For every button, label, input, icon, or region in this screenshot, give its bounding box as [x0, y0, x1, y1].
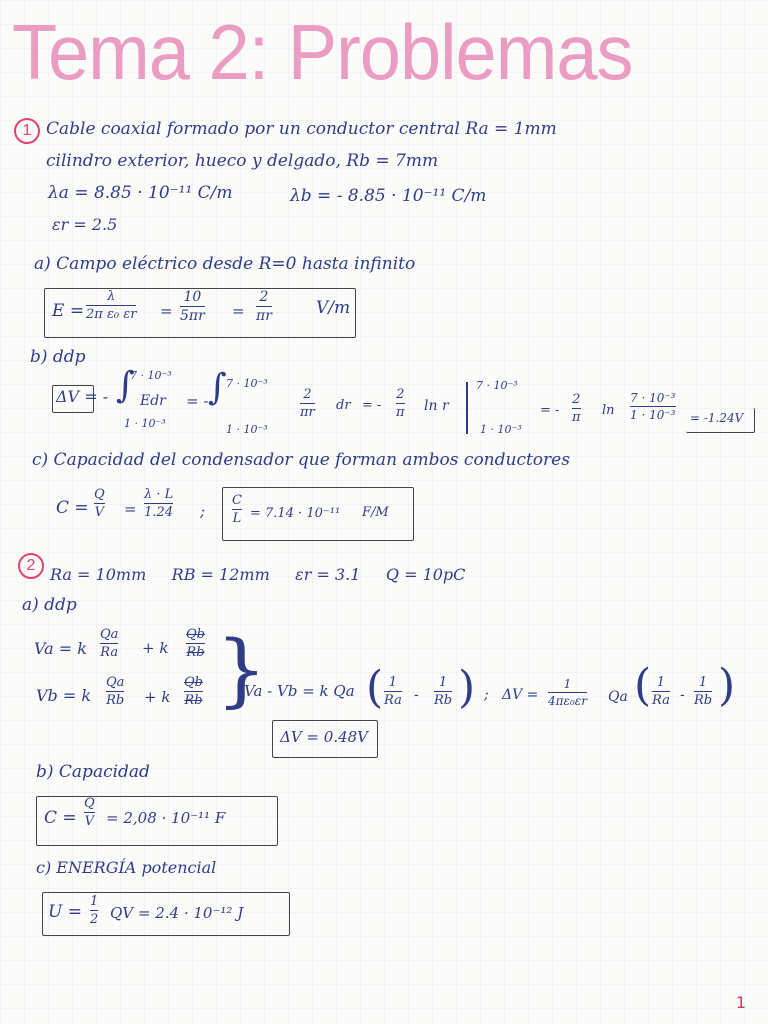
field-fraction-3	[256, 290, 272, 323]
field-fraction-1-den: 2π ε₀ εr	[86, 307, 137, 322]
ln-coefficient-den: π	[572, 410, 581, 425]
ratio-den: 1 · 10⁻³	[630, 408, 676, 422]
problem-2-part-c-label: c) ENERGÍA potencial	[36, 858, 217, 877]
equals-minus: = -	[362, 398, 382, 413]
field-fraction-1-num: λ	[107, 289, 116, 304]
coulomb-constant-fraction	[548, 678, 587, 707]
capacitance-2-den: V	[84, 814, 95, 829]
va-fraction-1	[100, 628, 118, 659]
problem-2-part-a-label: a) ddp	[22, 595, 77, 615]
capacitance-2-result: = 2,08 · 10⁻¹¹ F	[106, 809, 226, 827]
va-plus: + k	[142, 639, 169, 657]
capacitance-per-length-fraction	[232, 494, 242, 525]
page-title: Tema 2: Problemas	[12, 8, 633, 96]
potential-difference-lhs: Va - Vb = k Qa	[244, 682, 355, 700]
capacitance-unit: F/M	[362, 505, 389, 520]
dv-fraction-2	[652, 676, 670, 707]
field-fraction-2-num: 10	[183, 289, 202, 305]
dv-fraction-3	[694, 676, 712, 707]
field-lhs: E =	[52, 301, 85, 321]
integral-sign-2: ∫	[208, 367, 227, 408]
ln-label: ln	[602, 403, 615, 418]
problem-2-part-b-label: b) Capacidad	[36, 762, 150, 782]
energy-num: 1	[90, 894, 99, 909]
problem-1-statement-line2: cilindro exterior, hueco y delgado, Rb = 7mm	[46, 151, 439, 171]
equals-sign: =	[124, 500, 137, 518]
ratio-num: 7 · 10⁻³	[630, 391, 676, 405]
capacitance-result: = 7.14 · 10⁻¹¹	[250, 506, 341, 521]
vb-fraction-1-den: Rb	[106, 693, 125, 708]
problem-2-number: 2	[18, 553, 44, 579]
integral-1-upper: 7 · 10⁻³	[130, 369, 172, 382]
ddp-result: = -1.24V	[690, 411, 744, 425]
va-fraction-1-num: Qa	[100, 627, 119, 642]
diff-fraction-2-den: Rb	[434, 693, 453, 708]
problem-1-part-b-label: b) ddp	[30, 347, 86, 367]
field-fraction-2-den: 5πr	[180, 308, 205, 324]
capacitance-2-num: Q	[84, 796, 95, 811]
capacitance-fraction-2-num: λ · L	[144, 487, 174, 502]
capacitance-fraction-2-den: 1.24	[144, 505, 174, 520]
antiderivative-fraction	[396, 388, 405, 419]
energy-lhs: U =	[48, 902, 82, 922]
epsilon-r: εr = 2.5	[52, 215, 118, 234]
energy-den: 2	[90, 912, 99, 927]
diff-fraction-2	[434, 676, 452, 707]
equals-sign: =	[232, 302, 245, 320]
minus-sign: -	[414, 687, 419, 703]
capacitance-fraction-2	[144, 488, 173, 519]
ln-coefficient-num: 2	[572, 392, 581, 407]
field-fraction-3-num: 2	[259, 289, 269, 305]
page-corner-mark: 1	[735, 993, 746, 1012]
semicolon: ;	[484, 687, 489, 703]
evaluation-bar	[466, 382, 468, 434]
ln-r: ln r	[424, 398, 449, 414]
brace: }	[216, 623, 267, 716]
open-paren: (	[366, 662, 384, 713]
capacitance-lhs: C =	[56, 498, 89, 518]
vb-fraction-1-num: Qa	[106, 675, 125, 690]
capacitance-per-length-den: L	[232, 511, 242, 526]
ddp-lhs: ΔV = -	[56, 387, 109, 406]
capacitance-2-fraction	[84, 797, 95, 828]
diff-fraction-1-num: 1	[388, 675, 398, 690]
diff-fraction-2-num: 1	[438, 675, 448, 690]
minus-sign: -	[680, 687, 685, 703]
field-unit: V/m	[316, 298, 351, 318]
capacitance-fraction-1-den: V	[94, 505, 105, 520]
integral-1-body: Edr	[140, 393, 166, 409]
capacitance-2-lhs: C =	[44, 808, 77, 828]
vb-lhs: Vb = k	[36, 686, 92, 705]
integrand-dr: dr	[336, 398, 351, 413]
problem-2-given: Ra = 10mm RB = 12mm εr = 3.1 Q = 10pC	[50, 565, 466, 584]
vb-fraction-2-den: Rb	[184, 693, 203, 708]
integral-sign-1: ∫	[116, 365, 135, 406]
energy-result: QV = 2.4 · 10⁻¹² J	[110, 904, 244, 922]
ratio-fraction	[630, 392, 676, 421]
antiderivative-den: π	[396, 405, 405, 420]
integral-2-lower: 1 · 10⁻³	[226, 423, 268, 436]
vb-plus: + k	[144, 688, 171, 706]
problem-1-statement-line1: Cable coaxial formado por un conductor central Ra = 1mm	[46, 119, 557, 139]
lambda-a: λa = 8.85 · 10⁻¹¹ C/m	[48, 183, 233, 203]
field-fraction-1	[86, 290, 136, 321]
open-paren: (	[634, 660, 652, 711]
ln-coefficient-fraction	[572, 393, 581, 424]
field-fraction-3-den: πr	[256, 308, 272, 324]
coulomb-constant-den: 4πε₀εr	[548, 694, 587, 708]
dv-fraction-3-den: Rb	[694, 693, 713, 708]
va-fraction-2-num: Qb	[186, 627, 205, 642]
energy-fraction	[90, 895, 98, 926]
evaluation-lower: 1 · 10⁻³	[480, 423, 522, 436]
delta-v-lhs: ΔV =	[502, 687, 539, 703]
evaluation-upper: 7 · 10⁻³	[476, 379, 518, 392]
problem-1-number: 1	[14, 118, 40, 144]
va-fraction-1-den: Ra	[100, 645, 119, 660]
va-lhs: Va = k	[34, 639, 87, 658]
equals-sign: =	[160, 302, 173, 320]
equals-minus: = -	[540, 403, 560, 418]
va-fraction-2-den: Rb	[186, 645, 205, 660]
diff-fraction-1	[384, 676, 402, 707]
problem-1-part-c-label: c) Capacidad del condensador que forman ambos conductores	[32, 450, 570, 470]
coulomb-constant-num: 1	[563, 677, 572, 691]
semicolon: ;	[200, 502, 206, 520]
delta-v-result: ΔV = 0.48V	[280, 728, 369, 746]
capacitance-fraction-1-num: Q	[94, 487, 105, 502]
problem-1-part-a-label: a) Campo eléctrico desde R=0 hasta infinito	[34, 254, 416, 274]
vb-fraction-1	[106, 676, 124, 707]
va-fraction-2-crossed	[186, 628, 205, 659]
vb-fraction-2-num: Qb	[184, 675, 203, 690]
close-paren: )	[718, 660, 736, 711]
field-fraction-2	[180, 290, 205, 323]
integral-1-lower: 1 · 10⁻³	[124, 417, 166, 430]
lambda-b: λb = - 8.85 · 10⁻¹¹ C/m	[290, 186, 487, 206]
antiderivative-num: 2	[396, 387, 405, 402]
integrand-fraction	[300, 388, 315, 419]
dv-fraction-2-den: Ra	[652, 693, 670, 708]
qa-symbol: Qa	[608, 689, 628, 705]
integrand-num: 2	[303, 387, 312, 402]
close-paren: )	[458, 662, 476, 713]
integrand-den: πr	[300, 405, 315, 420]
capacitance-per-length-num: C	[232, 493, 242, 508]
capacitance-fraction-1	[94, 488, 105, 519]
equals-minus: = -	[186, 392, 209, 410]
integral-2-upper: 7 · 10⁻³	[226, 377, 268, 390]
dv-fraction-2-num: 1	[656, 675, 666, 690]
vb-fraction-2-crossed	[184, 676, 203, 707]
dv-fraction-3-num: 1	[698, 675, 708, 690]
diff-fraction-1-den: Ra	[384, 693, 402, 708]
